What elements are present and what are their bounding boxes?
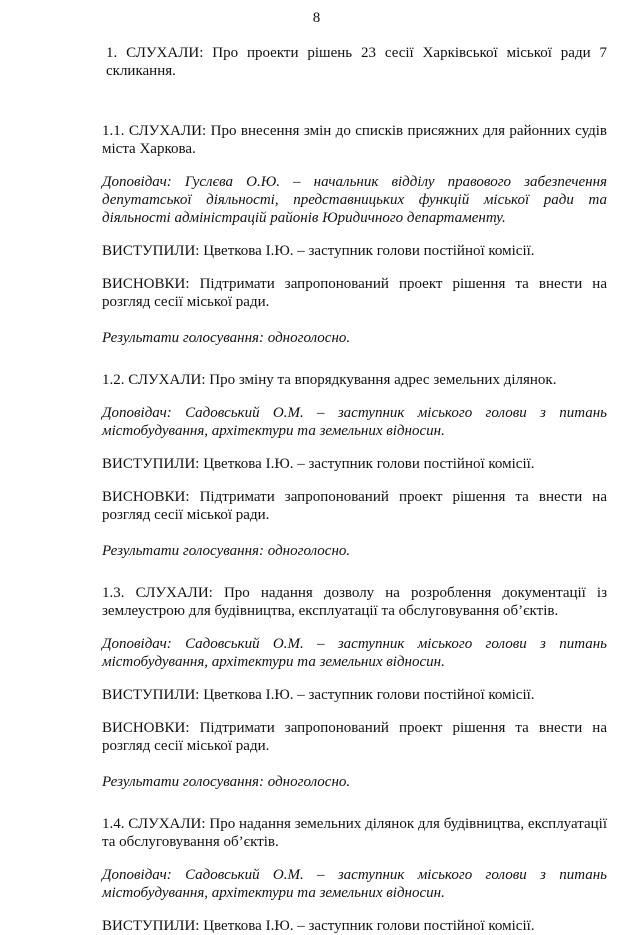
spoke-label: ВИСТУПИЛИ: <box>102 456 200 472</box>
speaker-paragraph: Доповідач: Садовський О.М. – заступник міського голови з питань містобудування, архітектури та земельних відносин. <box>102 867 607 901</box>
spoke-text: Цветкова І.Ю. – заступник голови постійної комісії. <box>203 687 535 703</box>
heard-paragraph <box>102 371 607 389</box>
conclusion-label: ВИСНОВКИ: <box>102 489 190 505</box>
conclusion-label: ВИСНОВКИ: <box>102 276 190 292</box>
section-1-3 <box>102 584 607 791</box>
speaker-paragraph: Доповідач: Гуслєва О.Ю. – начальник відділу правового забезпечення депутатської діяльності, представницьких функцій міської ради та діяльності адміністрацій районів Юридичного департаменту. <box>102 174 607 226</box>
spoke-text: Цветкова І.Ю. – заступник голови постійної комісії. <box>203 456 535 472</box>
conclusion-text: Підтримати запропонований проект рішення та внести на розгляд сесії міської ради. <box>102 276 607 310</box>
spoke-paragraph <box>102 455 607 473</box>
conclusion-paragraph <box>102 719 607 755</box>
intro-heard-label: 1. СЛУХАЛИ: <box>106 45 204 61</box>
spoke-paragraph <box>102 917 607 935</box>
speaker-paragraph: Доповідач: Садовський О.М. – заступник міського голови з питань містобудування, архітектури та земельних відносин. <box>102 405 607 439</box>
spoke-paragraph <box>102 242 607 260</box>
spoke-label: ВИСТУПИЛИ: <box>102 687 200 703</box>
intro-heard <box>102 44 607 80</box>
spoke-paragraph <box>102 686 607 704</box>
speaker-paragraph: Доповідач: Садовський О.М. – заступник міського голови з питань містобудування, архітектури та земельних відносин. <box>102 636 607 670</box>
conclusion-paragraph <box>102 275 607 311</box>
spoke-text: Цветкова І.Ю. – заступник голови постійної комісії. <box>203 243 535 259</box>
heard-label: 1.4. СЛУХАЛИ: <box>102 816 206 832</box>
section-1-4 <box>102 815 607 935</box>
section-1-2 <box>102 371 607 560</box>
heard-label: 1.1. СЛУХАЛИ: <box>102 123 207 139</box>
heard-text: Про надання земельних ділянок для будівництва, експлуатації та обслуговування об’єктів. <box>102 816 608 850</box>
document-body <box>102 44 607 935</box>
intro-heard-text: Про проекти рішень 23 сесії Харківської міської ради 7 скликання. <box>106 45 607 79</box>
vote-result: Результати голосування: одноголосно. <box>102 330 351 346</box>
conclusion-text: Підтримати запропонований проект рішення та внести на розгляд сесії міської ради. <box>102 489 607 523</box>
section-1-1 <box>102 122 607 347</box>
heard-label: 1.2. СЛУХАЛИ: <box>102 372 206 388</box>
heard-paragraph <box>102 584 607 620</box>
spoke-label: ВИСТУПИЛИ: <box>102 243 200 259</box>
heard-paragraph <box>102 815 607 851</box>
page-number: 8 <box>312 10 321 26</box>
heard-text: Про надання дозволу на розроблення документації із землеустрою для будівництва, експлуатації та обслуговування об’єктів. <box>102 585 608 619</box>
heard-label: 1.3. СЛУХАЛИ: <box>102 585 213 601</box>
spoke-label: ВИСТУПИЛИ: <box>102 918 200 934</box>
conclusion-text: Підтримати запропонований проект рішення та внести на розгляд сесії міської ради. <box>102 720 607 754</box>
heard-text: Про зміну та впорядкування адрес земельних ділянок. <box>209 372 557 388</box>
conclusion-label: ВИСНОВКИ: <box>102 720 190 736</box>
vote-result: Результати голосування: одноголосно. <box>102 774 351 790</box>
heard-text: Про внесення змін до списків присяжних для районних судів міста Харкова. <box>102 123 608 157</box>
vote-result: Результати голосування: одноголосно. <box>102 543 351 559</box>
heard-paragraph <box>102 122 607 158</box>
conclusion-paragraph <box>102 488 607 524</box>
spoke-text: Цветкова І.Ю. – заступник голови постійної комісії. <box>203 918 535 934</box>
